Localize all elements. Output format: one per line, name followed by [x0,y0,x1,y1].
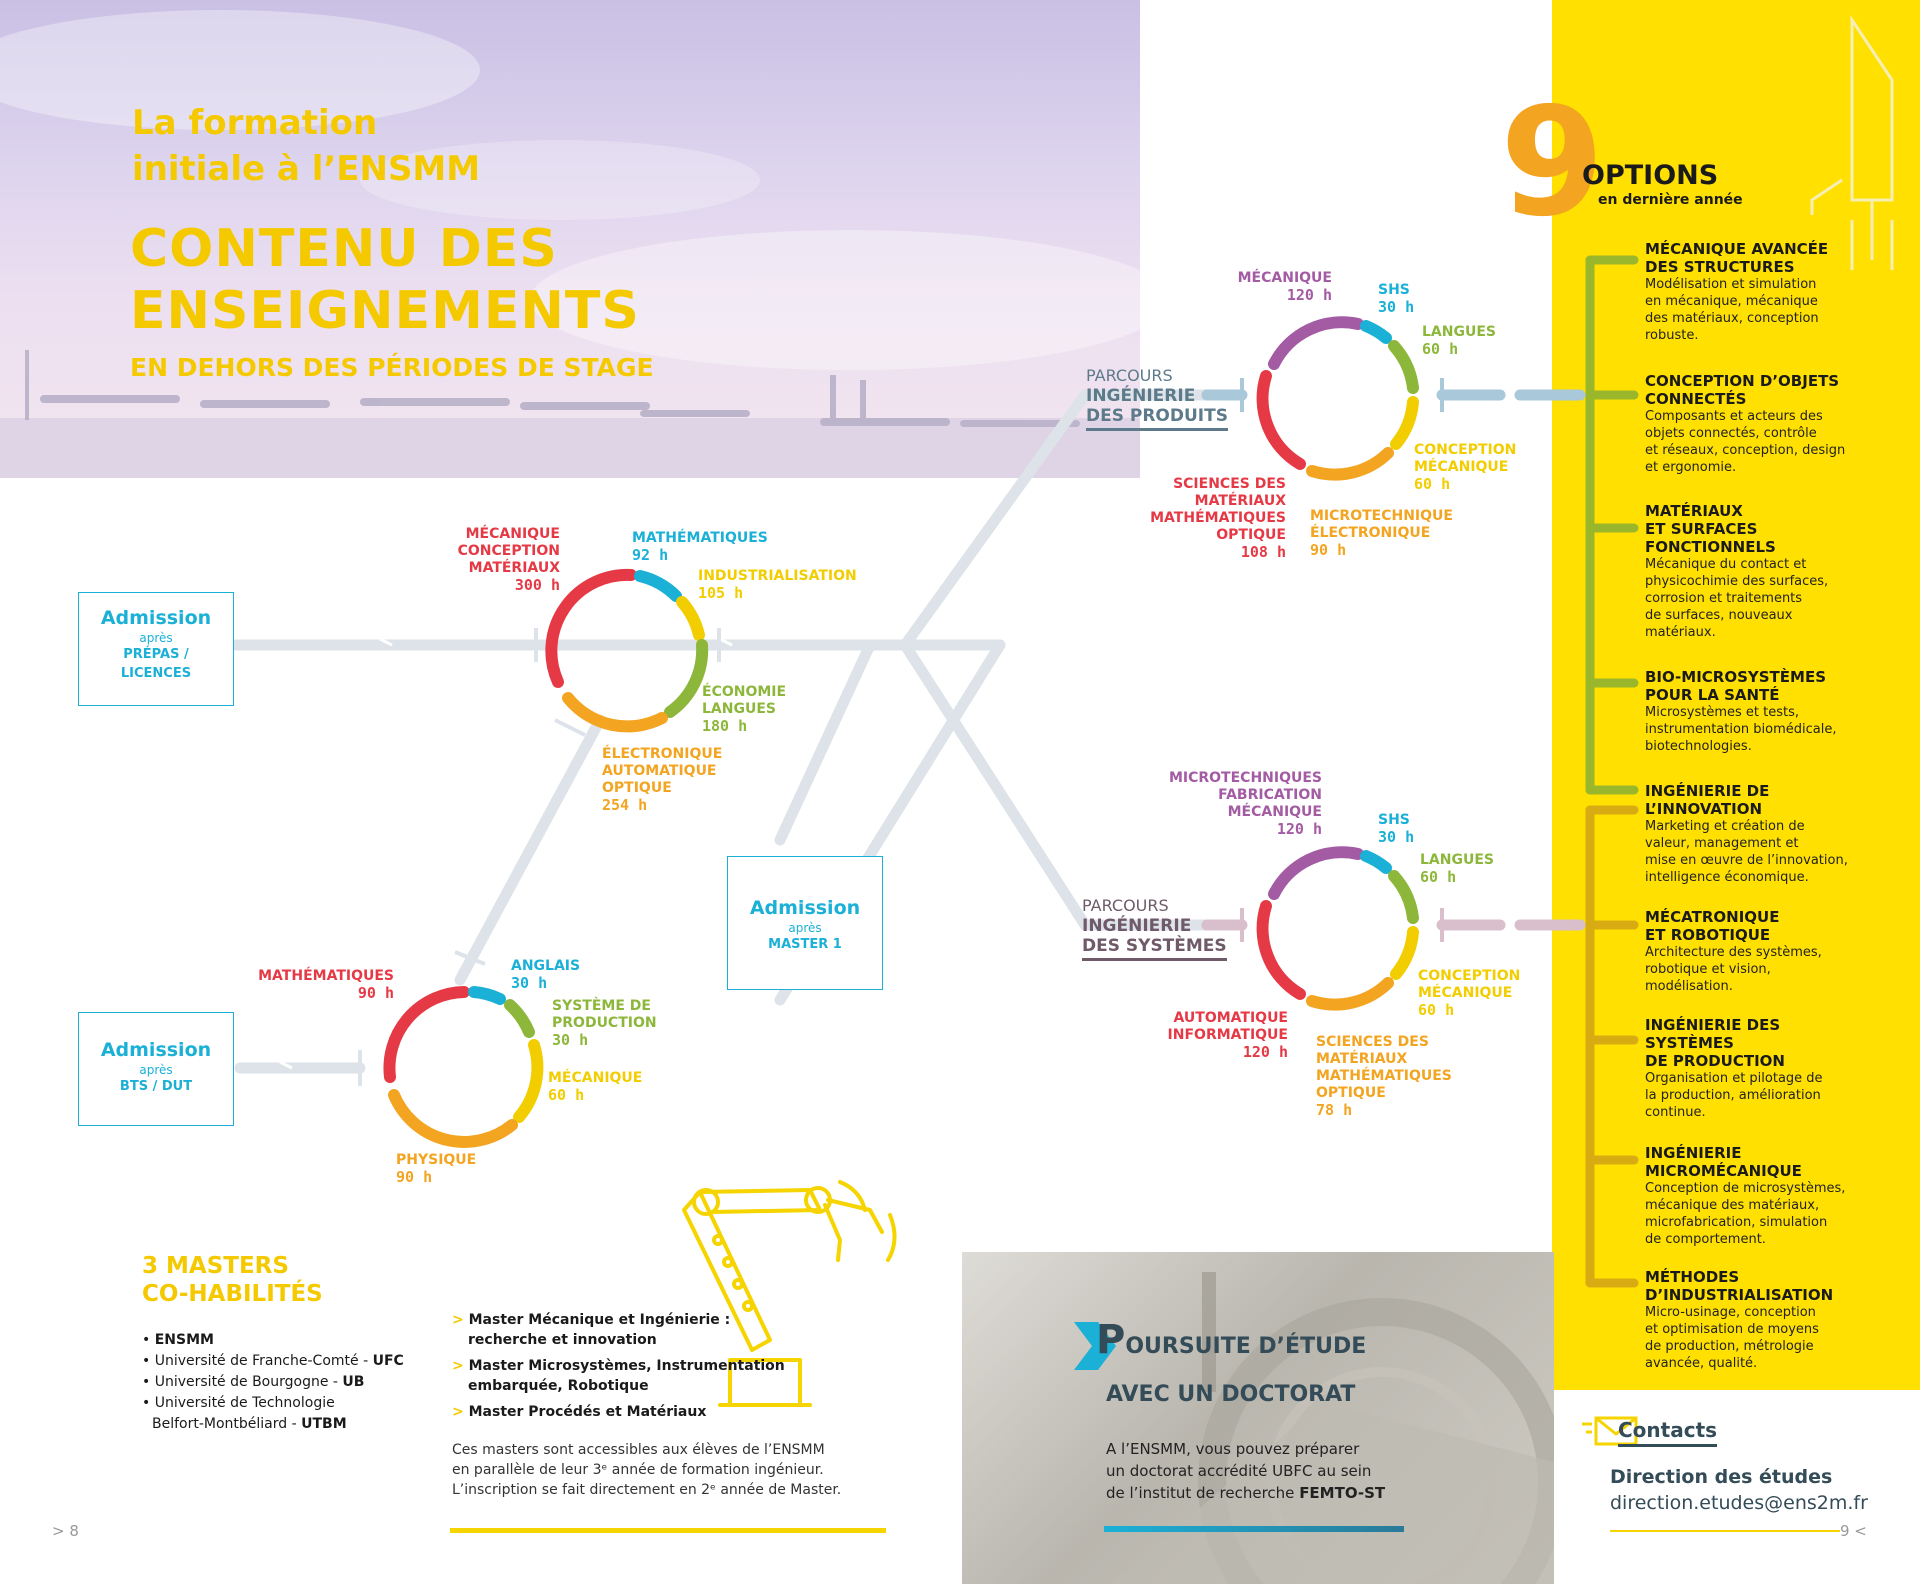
label-economie-langues: ÉCONOMIE LANGUES 180 h [702,684,787,735]
masters-partners [142,1330,404,1435]
label-conception-systemes: CONCEPTION MÉCANIQUE 60 h [1418,968,1521,1019]
option-item: BIO-MICROSYSTÈMES POUR LA SANTÉ Microsystèmes et tests, instrumentation biomédicale, biotechnologies. [1645,668,1837,754]
label-mathematiques: MATHÉMATIQUES 92 h [632,530,768,564]
master-item: > Master Mécanique et Ingénierie : [452,1312,731,1328]
ring-segment-microtech [1312,453,1388,475]
admission-line: BTS / DUT [119,1079,193,1094]
admission-prepas-box [78,592,234,706]
admission-bts-box [78,1012,234,1126]
ring-segment-conception [1396,932,1413,974]
title-line-1: CONTENU DES [130,219,558,279]
admission-after: après [139,631,173,645]
ring-segment-indus [682,602,699,635]
doctorat-text: A l’ENSMM, vous pouvez préparer un doctorat accrédité UBFC au sein de l’institut de recherche FEMTO-ST [1106,1440,1386,1502]
ring-segment-mecanique [551,575,631,682]
label-mecanique-produits: MÉCANIQUE 120 h [1237,270,1332,304]
doctorat-underline [1104,1526,1404,1532]
label-mecanique-conception: MÉCANIQUE CONCEPTION MATÉRIAUX 300 h [457,526,560,594]
parcours-produits-label: PARCOURS INGÉNIERIE DES PRODUITS [1086,366,1228,431]
admission-title: Admission [100,607,212,629]
page-number-right: 9 < [1840,1522,1867,1540]
doctorat-title: POURSUITE D’ÉTUDE [1096,1317,1367,1363]
label-shs-produits: SHS 30 h [1378,282,1415,316]
masters-title: 3 MASTERS CO-HABILITÉS [142,1253,323,1307]
ring-segment-eco [670,645,702,712]
partner-item: • Université de Franche-Comté - UFC [142,1353,404,1369]
ring-tronc-commun [536,560,718,742]
ring-segment-mecanique [1274,322,1358,364]
admission-line: PRÉPAS / [123,647,189,662]
ring-segment-microtech [1274,852,1358,894]
master-item: > Master Microsystèmes, Instrumentation [452,1358,785,1374]
label-shs-systemes: SHS 30 h [1378,812,1415,846]
ring-segment-anglais [474,992,500,999]
label-anglais: ANGLAIS 30 h [511,958,581,992]
label-sciences-produits: SCIENCES DES MATÉRIAUX MATHÉMATIQUES OPTIQUE 108 h [1150,476,1286,561]
label-industrialisation: INDUSTRIALISATION 105 h [698,568,857,602]
option-item: INGÉNIERIE DE L’INNOVATION Marketing et création de valeur, management et mise en œuvre de l’innovation, intelligence économique. [1645,782,1848,885]
partner-item: • Université de Technologie [142,1395,335,1411]
ring-segment-systeme [510,1005,529,1032]
master-item: > Master Procédés et Matériaux [452,1404,707,1420]
partner-item: Belfort-Montbéliard - UTBM [152,1416,347,1432]
label-microtechnique-produits: MICROTECHNIQUE ÉLECTRONIQUE 90 h [1310,508,1453,559]
masters-description: Ces masters sont accessibles aux élèves de l’ENSMM en parallèle de leur 3ᵉ année de formation ingénieur. L’inscription se fait directement en 2ᵉ année de Master. [452,1442,842,1498]
ring-segment-automatique [1263,906,1300,994]
label-electronique: ÉLECTRONIQUE AUTOMATIQUE OPTIQUE 254 h [602,746,723,814]
label-microtechniques-systemes: MICROTECHNIQUES FABRICATION MÉCANIQUE 120 h [1168,770,1322,838]
kicker-line-2: initiale à l’ENSMM [132,149,481,189]
admission-title: Admission [749,897,861,919]
admission-after: après [788,921,822,935]
ring-segment-physique [394,1095,512,1142]
option-item: MÉTHODES D’INDUSTRIALISATION Micro-usinage, conception et optimisation de moyens de production, métrologie avancée, qualité. [1645,1268,1834,1371]
options-title: OPTIONS [1582,160,1719,191]
ring-segment-elec [568,698,662,726]
ring-segment-shs [1366,326,1386,338]
masters-underline [450,1528,886,1533]
option-item: MÉCATRONIQUE ET ROBOTIQUE Architecture des systèmes, robotique et vision, modélisation. [1645,908,1822,994]
option-item: INGÉNIERIE DES SYSTÈMES DE PRODUCTION Organisation et pilotage de la production, amélioration continue. [1645,1016,1823,1120]
ring-segment-langues [1394,876,1413,918]
contacts-email-link[interactable]: direction.etudes@ens2m.fr [1610,1492,1868,1514]
option-item: MATÉRIAUX ET SURFACES FONCTIONNELS Mécanique du contact et physicochimie des surfaces, corrosion et traitements de surfaces, nouveaux matériaux. [1645,502,1829,640]
page-number-left: > 8 [52,1522,79,1540]
masters-list: > Master Mécanique et Ingénierie : recherche et innovation > Master Microsystèmes, Instrumentation embarquée, Robotique > Master Procédés et Matériaux [452,1312,785,1420]
admission-title: Admission [100,1039,212,1061]
options-subtitle: en dernière année [1598,192,1743,208]
admission-line: LICENCES [120,666,192,681]
label-sciences-systemes: SCIENCES DES MATÉRIAUX MATHÉMATIQUES OPTIQUE 78 h [1316,1034,1452,1119]
admission-master1-box [727,856,883,990]
partner-item: • Université de Bourgogne - UB [142,1374,365,1390]
option-item: MÉCANIQUE AVANCÉE DES STRUCTURES Modélisation et simulation en mécanique, mécanique des matériaux, conception robuste. [1645,240,1829,343]
options-number: 9 [1500,76,1605,250]
contacts-underline [1610,1530,1840,1532]
admission-after: après [139,1063,173,1077]
label-physique: PHYSIQUE 90 h [396,1152,477,1186]
ring-parcours-systemes [1248,836,1430,1018]
ring-segment-maths [389,992,464,1077]
ring-segment-shs [1366,856,1386,868]
ring-segment-maths [640,576,676,596]
ring-segment-meca [519,1045,537,1117]
title-line-2: ENSEIGNEMENTS [130,281,640,341]
label-langues-produits: LANGUES 60 h [1422,324,1496,358]
ring-segment-sciences [1312,983,1388,1005]
contacts-dept: Direction des études [1610,1466,1833,1488]
option-item: INGÉNIERIE MICROMÉCANIQUE Conception de microsystèmes, mécanique des matériaux, microfabrication, simulation de comportement. [1645,1144,1846,1247]
label-mecanique-bts: MÉCANIQUE 60 h [548,1070,643,1104]
contacts-title: Contacts [1618,1418,1717,1447]
label-langues-systemes: LANGUES 60 h [1420,852,1494,886]
kicker-line-1: La formation [132,103,378,143]
label-automatique-systemes: AUTOMATIQUE INFORMATIQUE 120 h [1167,1010,1288,1061]
ring-segment-sciences [1263,376,1300,464]
option-item: CONCEPTION D’OBJETS CONNECTÉS Composants et acteurs des objets connectés, contrôle et réseaux, conception, design et ergonomie. [1645,372,1846,475]
ring-parcours-produits [1248,306,1430,488]
label-systeme-production: SYSTÈME DE PRODUCTION 30 h [552,998,657,1049]
doctorat-title-2: AVEC UN DOCTORAT [1106,1382,1356,1407]
ring-segment-langues [1394,346,1413,388]
ring-prepa-bts [374,977,556,1159]
page-subtitle: EN DEHORS DES PÉRIODES DE STAGE [130,353,654,382]
partner-item: • ENSMM [142,1332,214,1348]
label-mathematiques-bts: MATHÉMATIQUES 90 h [258,968,394,1002]
ring-segment-conception [1396,402,1413,444]
parcours-systemes-label: PARCOURS INGÉNIERIE DES SYSTÈMES [1082,896,1227,961]
admission-line: MASTER 1 [768,937,842,952]
label-conception-produits: CONCEPTION MÉCANIQUE 60 h [1414,442,1517,493]
